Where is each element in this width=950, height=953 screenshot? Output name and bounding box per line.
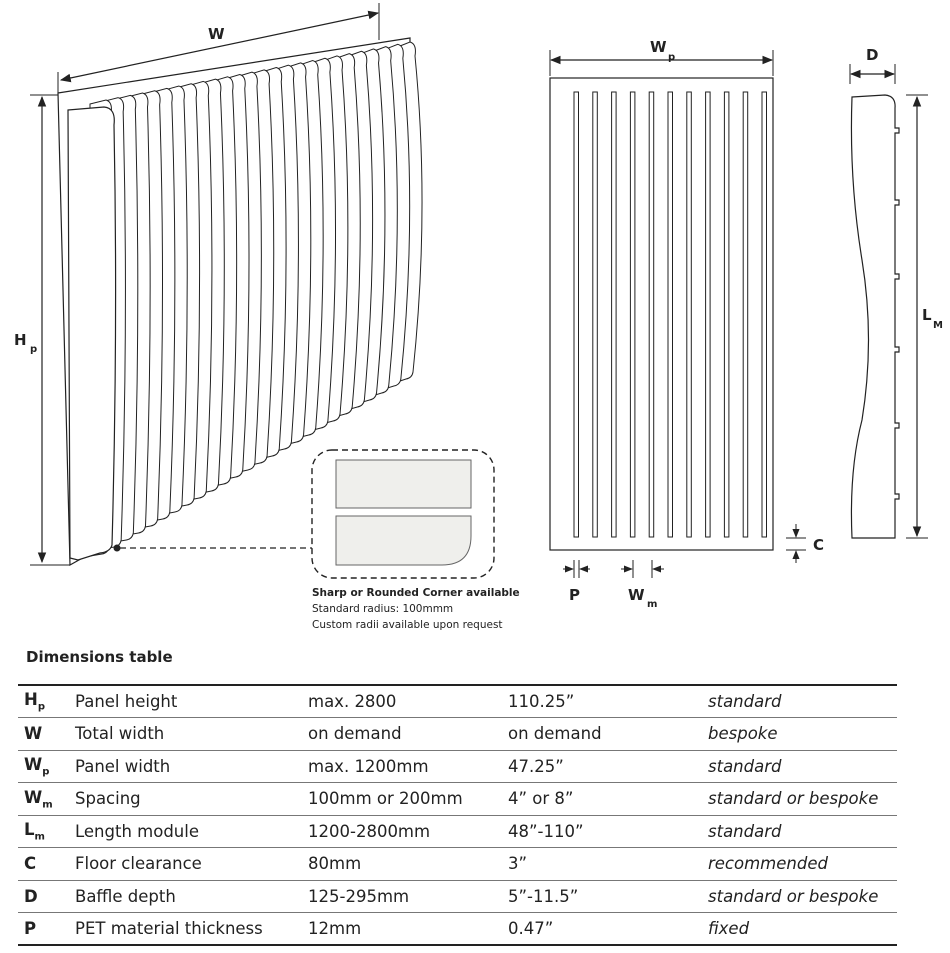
table-row <box>18 718 897 751</box>
panel-slot <box>649 92 654 537</box>
note-cell: standard <box>708 685 897 718</box>
dimension-p <box>563 560 590 604</box>
dimension-wp <box>550 38 773 76</box>
note-cell: standard or bespoke <box>708 783 897 816</box>
dimension-wm <box>621 560 664 610</box>
name-cell: Total width <box>75 718 308 751</box>
symbol-main: W <box>24 755 43 775</box>
symbol-subscript: m <box>42 798 53 810</box>
baffle-profile <box>851 95 899 538</box>
name-cell: Baffle depth <box>75 880 308 913</box>
panel-slot <box>687 92 692 537</box>
symbol-main: L <box>24 820 35 840</box>
symbol-cell <box>18 913 75 946</box>
panel-slot <box>668 92 673 537</box>
inch-cell: 4” or 8” <box>508 783 708 816</box>
label-w: W <box>208 25 225 43</box>
dimension-lm <box>906 95 943 538</box>
panel-slot <box>706 92 711 537</box>
note-cell: standard or bespoke <box>708 880 897 913</box>
mm-cell: 1200-2800mm <box>308 815 508 848</box>
table-row <box>18 685 897 718</box>
mm-cell: 125-295mm <box>308 880 508 913</box>
name-cell: Floor clearance <box>75 848 308 881</box>
inch-cell: 5”-11.5” <box>508 880 708 913</box>
label-wp-sub: p <box>668 52 676 63</box>
note-cell: fixed <box>708 913 897 946</box>
mm-cell: 80mm <box>308 848 508 881</box>
corner-note-line-2: Custom radii available upon request <box>312 619 503 631</box>
corner-note-title: Sharp or Rounded Corner available <box>312 587 520 599</box>
note-cell: bespoke <box>708 718 897 751</box>
panel-slot <box>612 92 617 537</box>
symbol-subscript: p <box>37 701 45 713</box>
table-row <box>18 815 897 848</box>
inch-cell: 0.47” <box>508 913 708 946</box>
inch-cell: 47.25” <box>508 750 708 783</box>
label-lm: L <box>922 306 932 324</box>
label-wp: W <box>650 38 667 56</box>
symbol-cell <box>18 815 75 848</box>
panel-slot <box>574 92 579 537</box>
symbol-subscript: m <box>34 831 45 843</box>
label-hp-sub: p <box>30 344 38 355</box>
name-cell: Panel width <box>75 750 308 783</box>
symbol-main: C <box>24 854 37 874</box>
label-d: D <box>866 46 879 64</box>
symbol-cell <box>18 783 75 816</box>
label-p: P <box>569 586 580 604</box>
symbol-cell <box>18 880 75 913</box>
table-row <box>18 848 897 881</box>
symbol-main: H <box>24 690 38 710</box>
inch-cell: 3” <box>508 848 708 881</box>
inch-cell: 48”-110” <box>508 815 708 848</box>
label-c: C <box>813 536 825 554</box>
front-panel <box>550 78 773 550</box>
symbol-subscript: p <box>42 766 50 778</box>
corner-dot <box>114 545 121 552</box>
mm-cell: on demand <box>308 718 508 751</box>
dimensions-table <box>18 684 897 946</box>
symbol-cell <box>18 750 75 783</box>
symbol-main: D <box>24 886 38 906</box>
symbol-main: W <box>24 724 43 744</box>
front-baffle <box>68 107 116 560</box>
symbol-main: P <box>24 919 37 938</box>
corner-note-line-1: Standard radius: 100mmm <box>312 603 454 615</box>
label-wm: W <box>628 586 645 604</box>
name-cell: Length module <box>75 815 308 848</box>
dimension-d <box>850 46 895 84</box>
panel-slot <box>762 92 767 537</box>
dimension-c <box>786 524 824 563</box>
mm-cell: 100mm or 200mm <box>308 783 508 816</box>
corner-note <box>312 585 542 633</box>
table-title: Dimensions table <box>26 648 173 666</box>
name-cell: Spacing <box>75 783 308 816</box>
label-wm-sub: m <box>647 599 658 610</box>
table-row <box>18 913 897 946</box>
panel-slot <box>743 92 748 537</box>
side-profile <box>851 95 899 538</box>
sharp-corner-sample <box>336 460 471 508</box>
panel-slot <box>593 92 598 537</box>
inch-cell: on demand <box>508 718 708 751</box>
note-cell: recommended <box>708 848 897 881</box>
symbol-main: W <box>24 787 43 807</box>
note-cell: standard <box>708 815 897 848</box>
panel-slot <box>724 92 729 537</box>
front-elevation <box>550 78 773 550</box>
name-cell: Panel height <box>75 685 308 718</box>
symbol-cell <box>18 718 75 751</box>
note-cell: standard <box>708 750 897 783</box>
mm-cell: max. 2800 <box>308 685 508 718</box>
symbol-cell <box>18 685 75 718</box>
name-cell: PET material thickness <box>75 913 308 946</box>
mm-cell: max. 1200mm <box>308 750 508 783</box>
table-row <box>18 750 897 783</box>
table-row <box>18 783 897 816</box>
table-row <box>18 880 897 913</box>
symbol-cell <box>18 848 75 881</box>
panel-slot <box>630 92 635 537</box>
rounded-corner-sample <box>336 516 471 565</box>
inch-cell: 110.25” <box>508 685 708 718</box>
label-hp: H <box>14 331 27 349</box>
mm-cell: 12mm <box>308 913 508 946</box>
label-lm-sub: M <box>933 320 943 331</box>
